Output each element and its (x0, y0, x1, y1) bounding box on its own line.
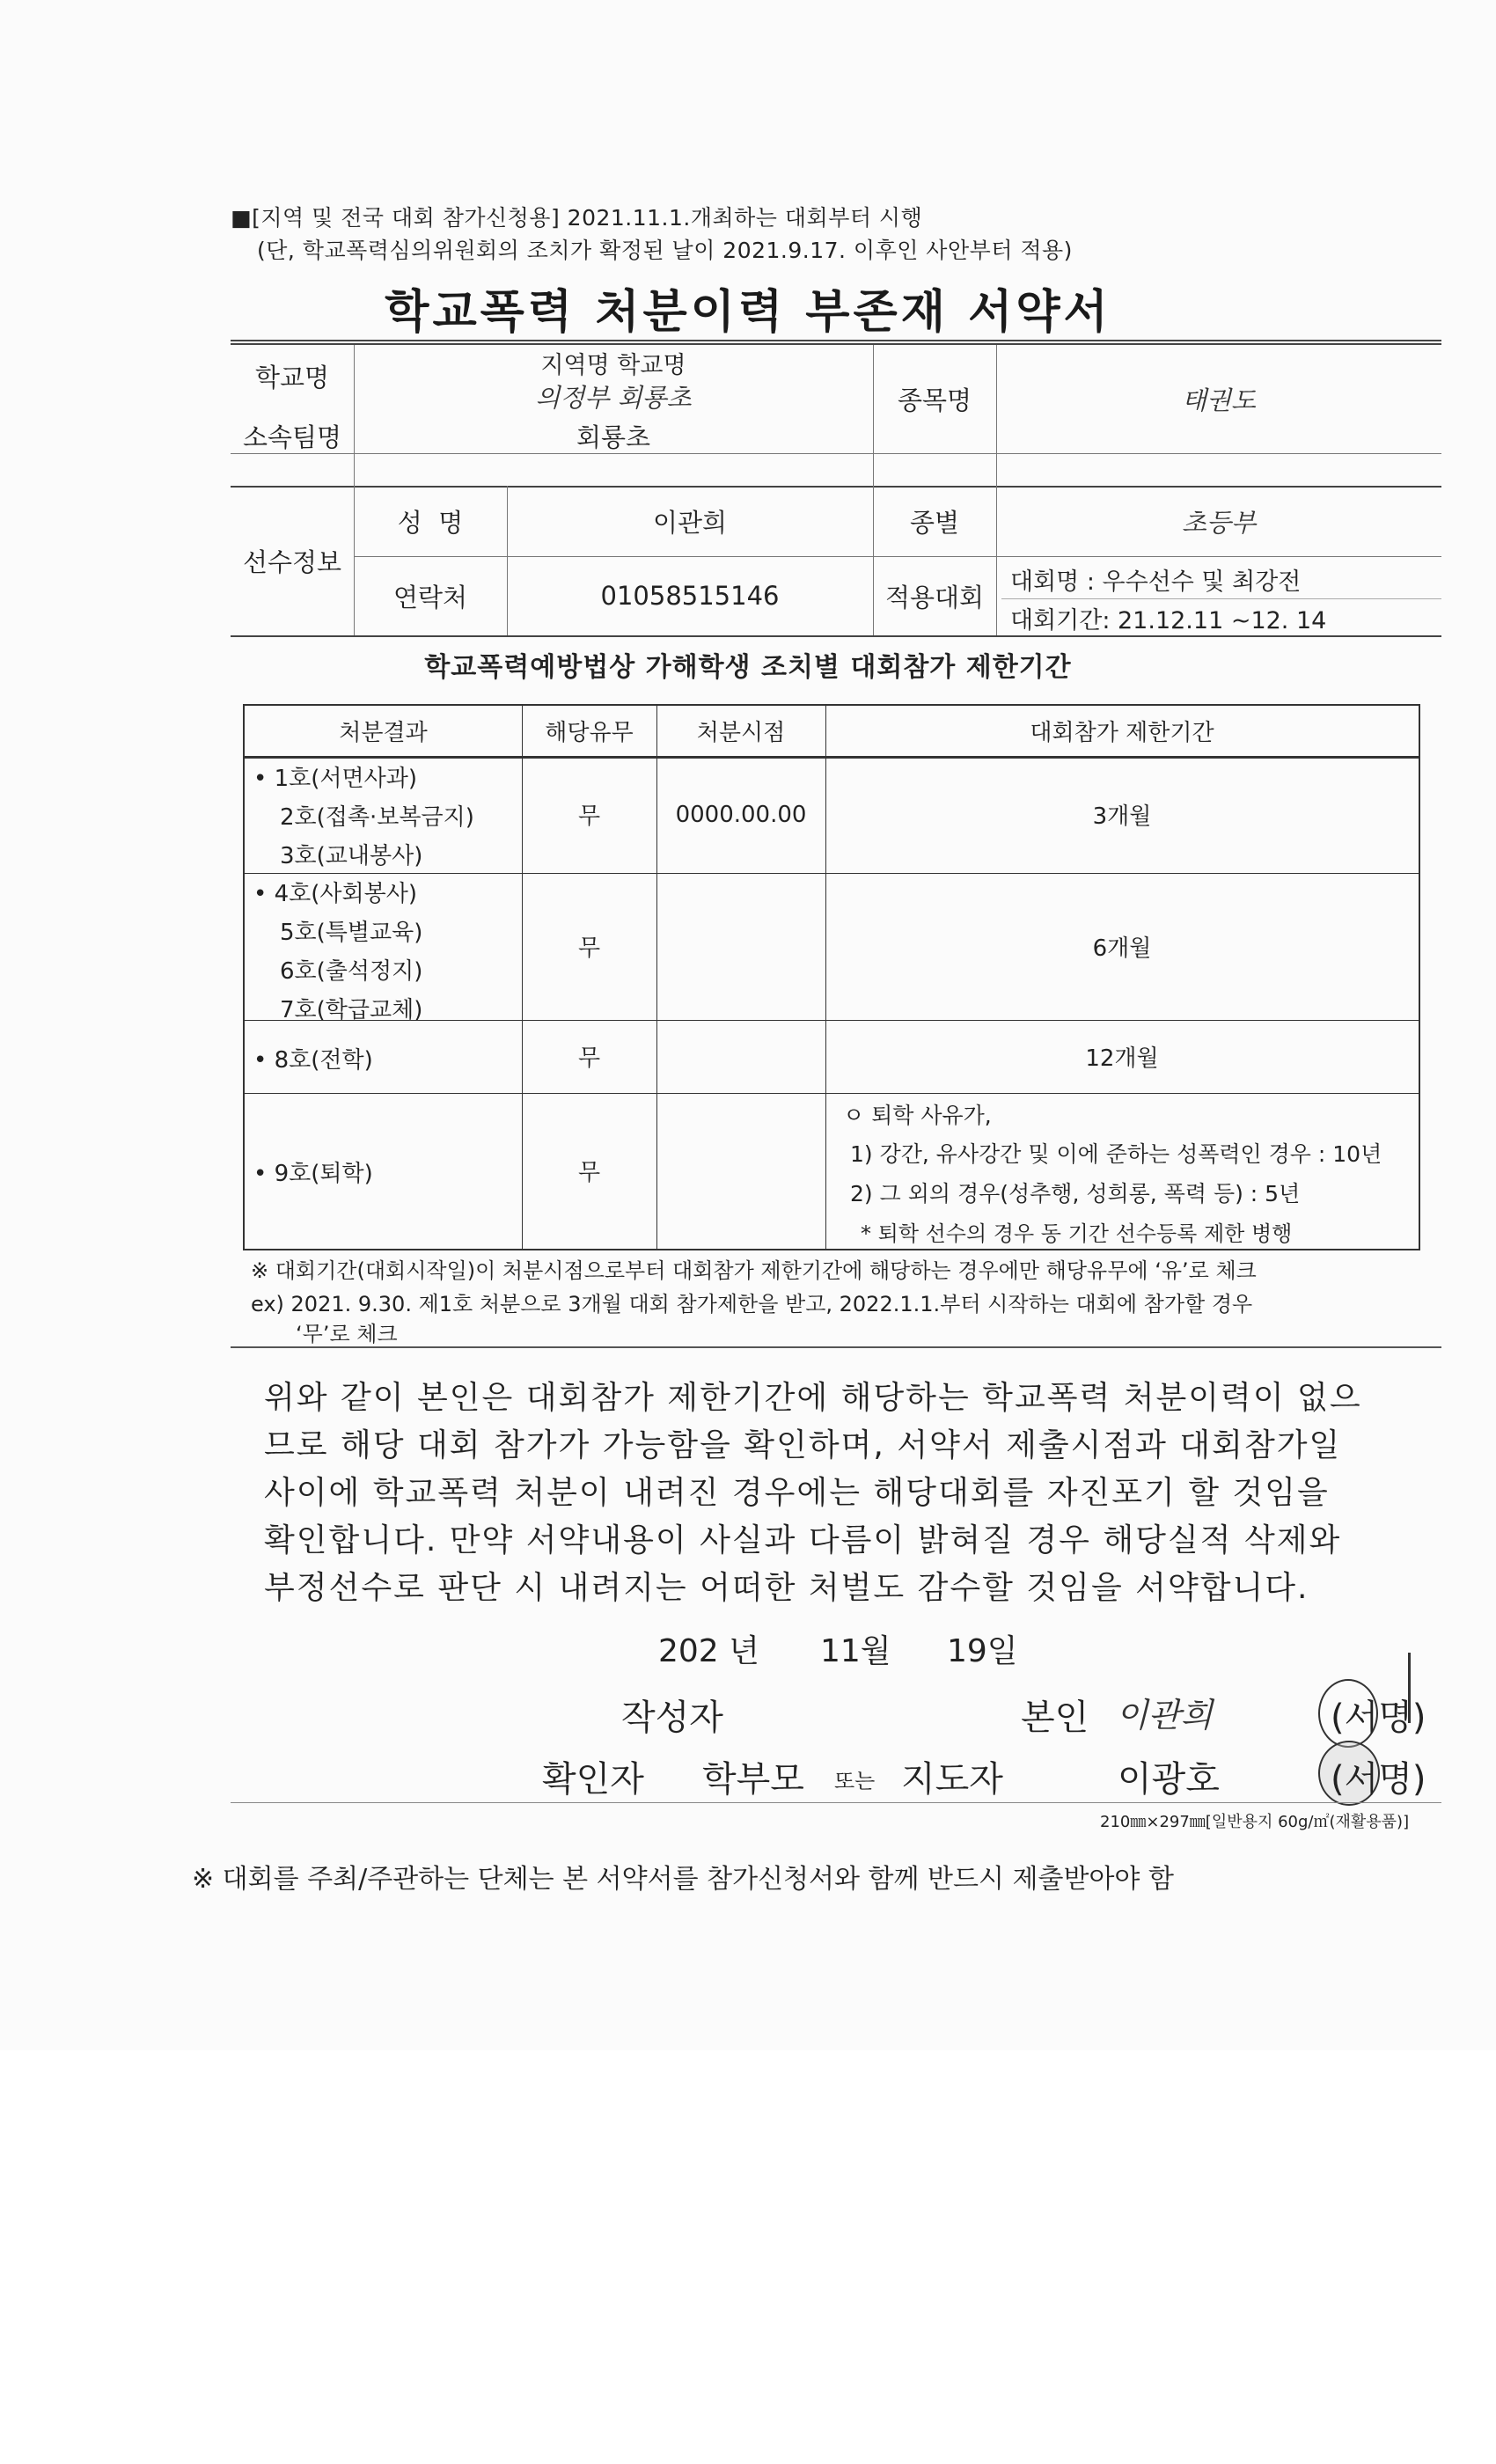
division-label: 종별 (909, 507, 960, 538)
contact-value: 01058515146 (600, 581, 780, 611)
athlete-info-label: 선수정보 (242, 546, 342, 577)
name-label: 성 명 (397, 507, 464, 538)
info-table (231, 343, 1441, 637)
sport-value: 태권도 (1181, 385, 1257, 415)
row4-applicable: 무 (577, 1160, 601, 1186)
pledge-line-5: 부정선수로 판단 시 내려지는 어떠한 처벌도 감수할 것임을 서약합니다. (264, 1570, 1309, 1606)
pledge-line-3: 사이에 학교폭력 처분이 내려진 경우에는 해당대회를 자진포기 할 것임을 (264, 1475, 1330, 1511)
row1-item-1: • 1호(서면사과) (253, 766, 418, 792)
header-line-1: ■[지역 및 전국 대회 참가신청용] 2021.11.1.개최하는 대회부터 시행 (231, 205, 923, 231)
row4-limit-line-4: * 퇴학 선수의 경우 동 기간 선수등록 제한 병행 (861, 1221, 1293, 1246)
header-applicable: 해당유무 (545, 720, 634, 746)
note-2a: ex) 2021. 9.30. 제1호 처분으로 3개월 대회 참가제한을 받고, 2022.1.1.부터 시작하는 대회에 참가할 경우 (251, 1292, 1253, 1316)
competition-label: 적용대회 (884, 582, 985, 612)
row1-item-3: 3호(교내봉사) (280, 843, 423, 869)
row3-item-1: • 8호(전학) (253, 1047, 373, 1074)
self-name: 이관희 (1116, 1696, 1214, 1734)
sign-label-2: (서명) (1331, 1759, 1426, 1800)
contact-label: 연락처 (392, 582, 468, 612)
row2-item-3: 6호(출석정지) (280, 958, 423, 985)
footer-note: ※ 대회를 주최/주관하는 단체는 본 서약서를 참가신청서와 함께 반드시 제출받아야 함 (192, 1864, 1174, 1895)
row1-item-2: 2호(접촉·보복금지) (280, 804, 474, 831)
measures-title: 학교폭력예방법상 가해학생 조치별 대회참가 제한기간 (424, 652, 1072, 683)
school-label: 학교명 (254, 362, 330, 392)
row3-limit: 12개월 (1085, 1045, 1159, 1072)
row1-applicable: 무 (577, 803, 601, 830)
header-line-2: (단, 학교폭력심의위원회의 조치가 확정된 날이 2021.9.17. 이후인 사안부터 적용) (257, 238, 1073, 263)
paper-spec: 210㎜×297㎜[일반용지 60g/㎡(재활용품)] (1100, 1813, 1410, 1831)
row1-date: 0000.00.00 (675, 801, 807, 828)
competition-name: 대회명 : 우수선수 및 최강전 (1010, 568, 1302, 596)
sign-label-1: (서명) (1331, 1698, 1426, 1738)
row2-item-1: • 4호(사회봉사) (253, 881, 418, 907)
division-value: 초등부 (1181, 507, 1257, 538)
measures-table (243, 704, 1420, 1250)
parent-label: 학부모 (702, 1759, 804, 1800)
name-value: 이관희 (652, 507, 728, 538)
notes-divider (231, 1346, 1441, 1348)
note-1: ※ 대회기간(대회시작일)이 처분시점으로부터 대회참가 제한기간에 해당하는 경우에만 해당유무에 ‘유’로 체크 (251, 1258, 1257, 1283)
row2-applicable: 무 (577, 935, 601, 962)
document-title: 학교폭력 처분이력 부존재 서약서 (385, 286, 1111, 339)
header-result: 처분결과 (339, 720, 428, 746)
pledge-line-2: 므로 해당 대회 참가가 가능함을 확인하며, 서약서 제출시점과 대회참가일 (264, 1427, 1342, 1463)
row4-limit-line-3: 2) 그 외의 경우(성추행, 성희롱, 폭력 등) : 5년 (850, 1181, 1301, 1206)
row1-limit: 3개월 (1092, 803, 1152, 830)
row4-item-1: • 9호(퇴학) (253, 1161, 373, 1187)
row4-limit-line-1: ㅇ 퇴학 사유가, (843, 1103, 992, 1128)
or-label: 또는 (834, 1769, 876, 1793)
self-label: 본인 (1021, 1698, 1089, 1738)
author-label: 작성자 (621, 1698, 723, 1738)
row2-limit: 6개월 (1092, 935, 1152, 962)
paper-divider (231, 1802, 1441, 1803)
note-2b: ‘무’로 체크 (296, 1322, 398, 1346)
pledge-line-4: 확인합니다. 만약 서약내용이 사실과 다름이 밝혀질 경우 해당실적 삭제와 (264, 1522, 1342, 1558)
team-label: 소속팀명 (242, 422, 342, 452)
row4-limit-line-2: 1) 강간, 유사강간 및 이에 준하는 성폭력인 경우 : 10년 (850, 1141, 1382, 1167)
header-limit: 대회참가 제한기간 (1030, 720, 1214, 746)
school-hint: 지역명 학교명 (540, 351, 686, 379)
coach-label: 지도자 (901, 1759, 1003, 1800)
header-date: 처분시점 (696, 720, 786, 746)
competition-period: 대회기간: 21.12.11 ~12. 14 (1010, 606, 1327, 634)
row2-item-4: 7호(학급교체) (280, 997, 423, 1023)
school-value: 의정부 회룡초 (535, 382, 692, 413)
coach-name: 이광호 (1118, 1759, 1220, 1800)
sport-label: 종목명 (897, 385, 972, 415)
confirmer-label: 확인자 (542, 1759, 644, 1800)
pledge-line-1: 위와 같이 본인은 대회참가 제한기간에 해당하는 학교폭력 처분이력이 없으 (264, 1380, 1362, 1416)
date-month: 11월 (820, 1633, 891, 1669)
date-day: 19일 (947, 1633, 1018, 1669)
date-year: 202 년 (658, 1633, 759, 1669)
row2-item-2: 5호(특별교육) (280, 920, 423, 946)
row3-applicable: 무 (577, 1045, 601, 1072)
team-value: 회룡초 (576, 422, 651, 452)
